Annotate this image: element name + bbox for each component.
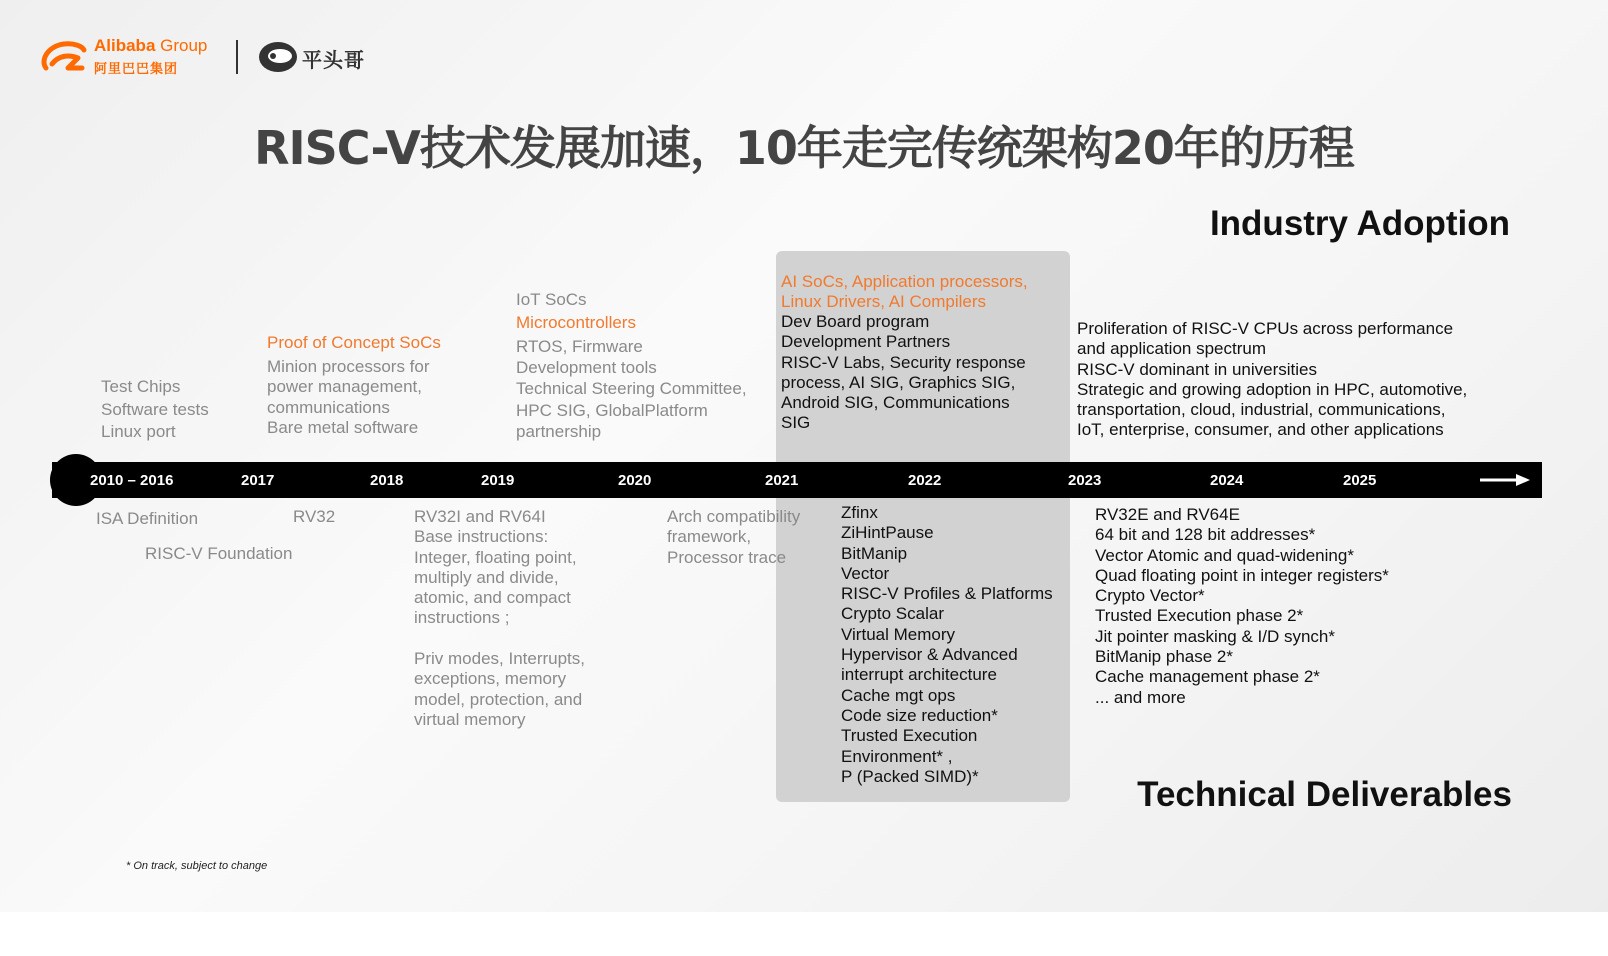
adoption-2019-body: RTOS, Firmware Development tools Technical Steering Committee, HPC SIG, GlobalPlatform partnership [516,337,747,441]
industry-adoption-heading: Industry Adoption [1209,204,1510,243]
alibaba-logo-cn: 阿里巴巴集团 [94,62,179,77]
deliverable-2022: Zfinx ZiHintPause BitManip Vector RISC-V Profiles & Platforms Crypto Scalar Virtual Memory Hypervisor & Advanced interrupt architecture Cache mgt ops Code size reduction* Trusted Execution Environment* , P (Packed SIMD)* [841,503,1053,786]
page-title: RISC-V技术发展加速，10年走完传统架构20年的历程 [254,121,1354,175]
year-label: 2024 [1210,472,1244,489]
year-label: 2022 [908,472,942,489]
alibaba-logo-icon [38,38,90,76]
footnote: * On track, subject to change [126,860,268,872]
adoption-2019-heading: Microcontrollers [516,313,636,332]
year-label: 2020 [618,472,652,489]
tho-logo-icon [256,39,300,75]
deliverable-foundation: RISC-V Foundation [145,544,293,563]
adoption-2017-heading: Proof of Concept SoCs [267,333,441,352]
year-label: 2025 [1343,472,1377,489]
year-label: 2010 – 2016 [90,472,174,489]
deliverable-2023: RV32E and RV64E 64 bit and 128 bit addresses* Vector Atomic and quad-widening* Quad floating point in integer registers* Crypto Vector* Trusted Execution phase 2* Jit pointer masking & I/D synch* BitManip phase 2* Cache management phase 2* ... and more [1095,505,1389,707]
technical-deliverables-heading: Technical Deliverables [1137,775,1512,814]
year-label: 2021 [765,472,799,489]
tho-logo-text: 平头哥 [302,48,365,72]
logo-divider [236,40,238,74]
year-label: 2023 [1068,472,1102,489]
year-label: 2018 [370,472,404,489]
adoption-2019-top: IoT SoCs [516,290,587,309]
deliverable-isa: ISA Definition [96,509,199,528]
arrow-right-icon [1478,472,1532,488]
deliverable-rv32: RV32 [293,507,336,526]
adoption-2010: Test Chips Software tests Linux port [101,377,209,441]
year-label: 2019 [481,472,515,489]
logo-group [38,36,438,80]
adoption-2017-body: Minion processors for power management, communications Bare metal software [267,357,430,437]
alibaba-logo-text: Alibaba Group [94,36,208,55]
bottom-band [0,912,1608,956]
deliverable-2018: RV32I and RV64I Base instructions: Integer, floating point, multiply and divide, atomic, and compact instructions ; Priv modes, Interrupts, exceptions, memory model, protection, and virtual memory [414,507,586,729]
adoption-2021-heading: AI SoCs, Application processors, Linux Drivers, AI Compilers [781,272,1028,312]
deliverable-2020: Arch compatibility framework, Processor trace [667,507,801,567]
adoption-2021-body: Dev Board program Development Partners RISC-V Labs, Security response process, AI SIG, Graphics SIG, Android SIG, Communications SIG [781,312,1026,433]
adoption-2023: Proliferation of RISC-V CPUs across performance and application spectrum RISC-V dominant in universities Strategic and growing adoption in HPC, automotive, transportation, cloud, industrial, communications, IoT, enterprise, consumer, and other applications [1077,319,1468,440]
year-label: 2017 [241,472,275,489]
